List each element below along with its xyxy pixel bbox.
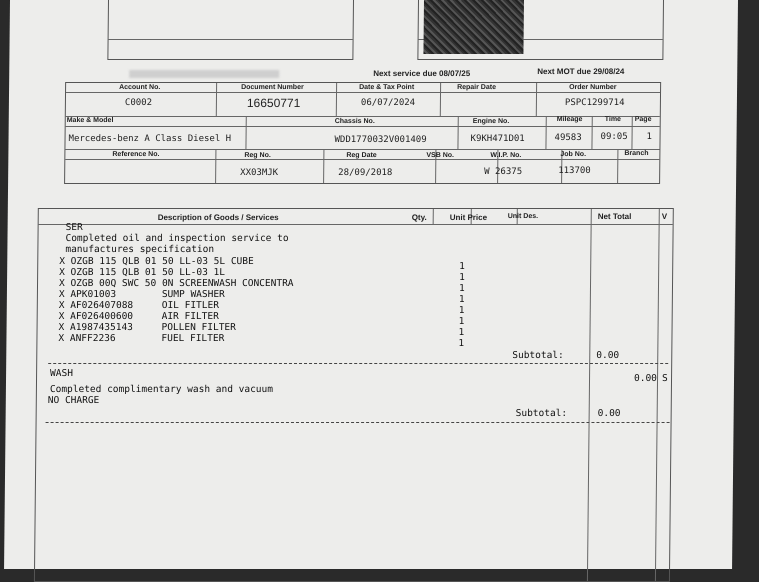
item-qty: 1 (458, 327, 465, 338)
item-qty: 1 (458, 294, 465, 305)
col-unit-price: Unit Price (449, 213, 488, 222)
list-item: X ANFF2236 FUEL FILTER (58, 333, 225, 344)
account-no-value: C0002 (124, 98, 153, 108)
address-box-left (107, 0, 354, 60)
subtotal-value: 0.00 (596, 350, 620, 361)
redacted-area (423, 0, 524, 54)
section2-vat-code: S (661, 373, 668, 384)
col-net-total: Net Total (597, 212, 632, 221)
label-reg-date: Reg Date (346, 152, 377, 159)
subtotal-label: Subtotal: (515, 408, 568, 419)
label-date-tax-point: Date & Tax Point (359, 84, 415, 91)
next-mot-due: Next MOT due 29/08/24 (537, 67, 625, 76)
reg-date-value: 28/09/2018 (338, 168, 393, 178)
label-engine-no: Engine No. (472, 118, 510, 125)
label-repair-date: Repair Date (457, 84, 497, 91)
label-wip-no: W.I.P. No. (490, 152, 522, 159)
label-make-model: Make & Model (66, 117, 114, 124)
section1-desc1: Completed oil and inspection service to (65, 233, 289, 244)
list-item: X A1987435143 POLLEN FILTER (58, 322, 236, 333)
subtotal-value: 0.00 (597, 408, 621, 419)
section1-desc2: manufactures specification (65, 244, 215, 255)
item-qty: 1 (459, 261, 466, 272)
next-service-due: Next service due 08/07/25 (373, 69, 471, 78)
label-page: Page (634, 116, 652, 123)
label-account-no: Account No. (119, 84, 161, 91)
section1-code: SER (65, 222, 83, 233)
list-item: X APK01003 SUMP WASHER (58, 289, 225, 300)
label-reference-no: Reference No. (112, 151, 160, 158)
reg-no-value: XX03MJK (240, 168, 279, 178)
label-mileage: Mileage (556, 116, 583, 123)
list-item: X OZGB 00Q SWC 50 0N SCREENWASH CONCENTRA (58, 278, 294, 289)
col-description: Description of Goods / Services (157, 213, 279, 222)
col-v: V (661, 212, 668, 221)
order-number-value: PSPC1299714 (564, 98, 625, 108)
subtotal-label: Subtotal: (512, 350, 564, 361)
section2-net: 0.00 (633, 373, 657, 384)
list-item: X OZGB 115 QLB 01 50 LL-03 5L CUBE (59, 256, 254, 267)
job-no-value: 113700 (558, 166, 591, 176)
make-model-value: Mercedes-benz A Class Diesel H (68, 134, 232, 144)
time-value: 09:05 (600, 132, 628, 142)
blurred-text (129, 70, 279, 78)
mileage-value: 49583 (554, 133, 582, 143)
label-reg-no: Reg No. (244, 152, 271, 159)
section2-desc1: Completed complimentary wash and vacuum (49, 384, 274, 395)
section-divider (48, 363, 668, 364)
label-time: Time (604, 116, 622, 123)
section2-desc2: NO CHARGE (47, 395, 100, 406)
list-item: X AF026400600 AIR FILTER (58, 311, 219, 322)
wip-no-value: W 26375 (484, 167, 523, 177)
label-branch: Branch (624, 150, 649, 157)
chassis-no-value: WDD1770032V001409 (334, 135, 427, 145)
date-tax-point-value: 06/07/2024 (360, 98, 416, 108)
list-item: X AF026407088 OIL FITLER (58, 300, 220, 311)
section-divider (46, 422, 670, 423)
label-order-number: Order Number (569, 84, 617, 91)
label-document-number: Document Number (241, 84, 304, 91)
document-number-value: 16650771 (246, 96, 301, 110)
section2-code: WASH (50, 368, 74, 379)
engine-no-value: K9KH471D01 (470, 134, 525, 144)
col-qty: Qty. (411, 213, 427, 222)
label-vsb-no: VSB No. (426, 152, 455, 159)
label-job-no: Job No. (560, 151, 587, 158)
label-chassis-no: Chassis No. (334, 118, 375, 125)
col-unit-des: Unit Des. (507, 213, 539, 220)
item-qty: 1 (458, 283, 465, 294)
item-qty: 1 (458, 338, 465, 349)
item-qty: 1 (458, 316, 465, 327)
list-item: X OZGB 115 QLB 01 50 LL-03 1L (59, 267, 226, 278)
invoice-page (4, 0, 738, 569)
item-qty: 1 (458, 305, 465, 316)
item-qty: 1 (459, 272, 465, 283)
page-value: 1 (646, 132, 653, 142)
